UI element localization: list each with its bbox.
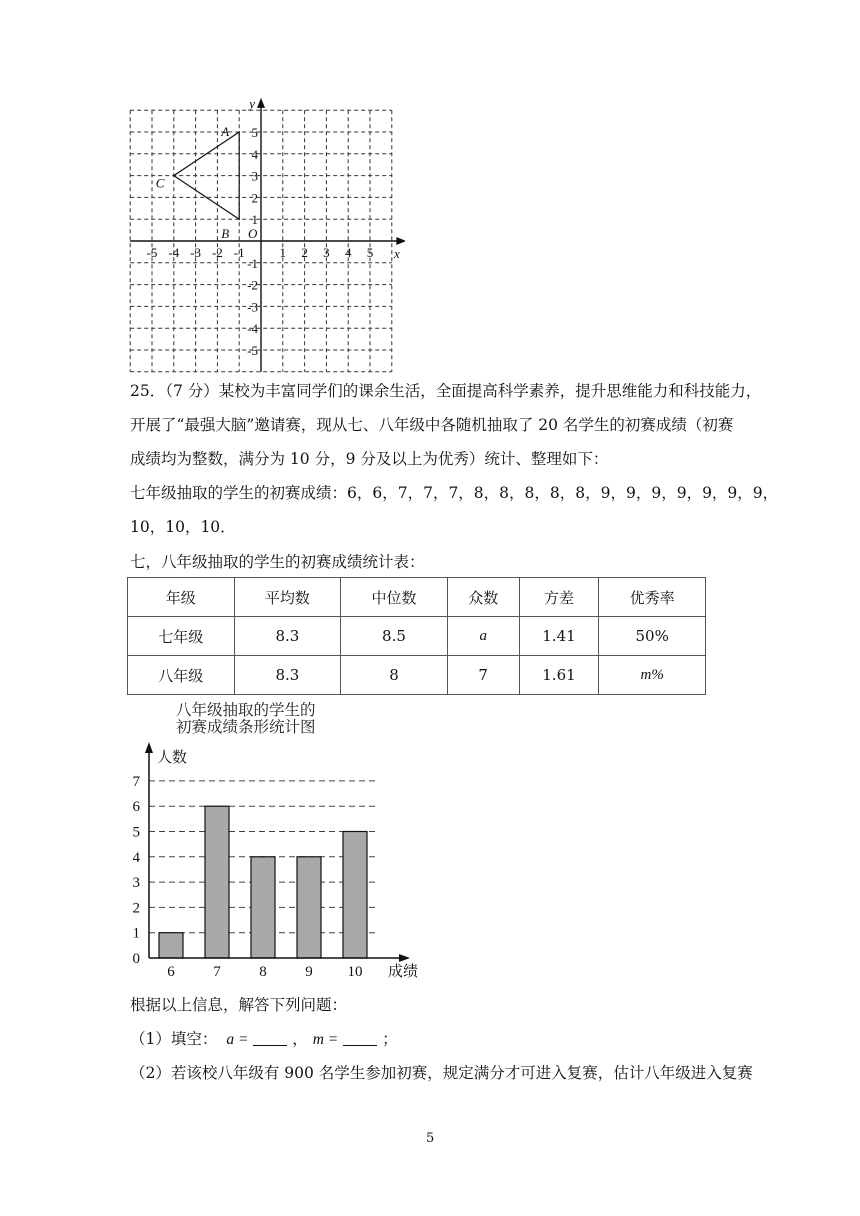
table-cell: 50% [599,617,706,656]
problem-intro-line1: 25．（7 分）某校为丰富同学们的课余生活，全面提高科学素养，提升思维能力和科技能力， [130,382,762,400]
q1-a-blank[interactable] [253,1031,287,1046]
table-cell: 8.3 [234,656,341,695]
y-tick-label: 5 [132,824,140,841]
x-tick-label: -5 [146,245,158,260]
q1-separator: ， [292,1030,308,1048]
x-tick-label: -3 [190,245,202,260]
table-cell: 8.5 [341,617,448,656]
y-tick-label: 3 [132,875,140,892]
header-cell: 年级 [128,578,235,617]
table-row [128,656,706,695]
x-tick-label: 7 [213,964,221,980]
y-tick-label: 7 [132,773,140,790]
table-cell: a [447,617,519,656]
y-tick-label: -3 [247,299,258,315]
bar-6 [159,933,183,958]
x-tick-label: 2 [301,245,308,260]
x-axis-arrow [399,954,410,962]
stats-table [127,577,706,695]
coordinate-graph [120,98,405,380]
y-tick-label: 1 [132,925,140,942]
x-tick-label: -2 [211,245,223,260]
x-tick-label: 6 [167,964,175,980]
y-axis-arrow [257,98,265,108]
y-tick-label: -2 [247,277,258,293]
questions-lead: 根据以上信息，解答下列问题： [130,996,348,1014]
table-cell: 7 [447,656,519,695]
problem-intro-line3: 成绩均为整数，满分为 10 分，9 分及以上为优秀）统计、整理如下： [130,450,609,468]
x-tick-label: 9 [305,964,313,980]
question-1 [130,1029,398,1050]
table-cell: 8 [341,656,448,695]
grade7-scores-line1: 七年级抽取的学生的初赛成绩：6，6，7，7，7，8，8，8，8，8，9，9，9，9，9，9，9， [130,484,779,502]
problem-intro-line2: 开展了“最强大脑”邀请赛，现从七、八年级中各随机抽取了 20 名学生的初赛成绩（初赛 [130,416,734,434]
y-tick-label: 4 [132,849,140,866]
y-tick-label: 0 [132,951,140,967]
y-tick-label: 6 [132,799,140,816]
y-tick-label: -5 [247,343,258,358]
point-label-b: B [221,226,230,242]
x-tick-label: 3 [323,245,330,260]
y-tick-label: 1 [251,212,258,228]
header-cell: 众数 [447,578,519,617]
point-label-c: C [155,175,165,191]
table-cell: 1.41 [519,617,599,656]
y-tick-label: 3 [251,168,258,184]
x-tick-label: -1 [233,245,245,260]
chart-axes [145,742,410,962]
x-tick-label: 4 [344,245,352,260]
coordinate-axes [130,98,405,372]
table-cell: 七年级 [128,617,235,656]
coordinate-labels [147,98,400,358]
grade7-scores-line2: 10，10，10． [130,518,236,536]
table-row [128,617,706,656]
y-tick-label: 2 [132,900,140,917]
x-tick-label: 8 [259,964,267,980]
x-axis-label: x [393,246,400,261]
y-tick-label: 2 [251,190,258,206]
y-tick-label: 5 [251,125,258,140]
table-cell: 1.61 [519,656,599,695]
table-caption: 七，八年级抽取的学生的初赛成绩统计表： [130,553,425,571]
y-tick-label: -4 [247,321,258,337]
q1-a-label: a = [226,1031,249,1048]
y-tick-label: 4 [251,146,258,162]
table-cell: m% [599,656,706,695]
question-2: （2）若该校八年级有 900 名学生参加初赛，规定满分才可进入复赛，估计八年级进入复赛 [130,1064,753,1082]
y-axis-arrow [145,742,153,753]
x-tick-label: 1 [279,245,287,260]
header-cell: 方差 [519,578,599,617]
y-axis-label: 人数 [157,748,188,766]
bar-9 [297,857,321,958]
chart-title-line1: 八年级抽取的学生的 [176,701,316,719]
bar-10 [343,832,367,959]
q1-m-blank[interactable] [343,1031,377,1046]
table-cell: 8.3 [234,617,341,656]
point-label-a: A [221,124,230,139]
y-axis-label: y [249,98,255,112]
table-cell: 八年级 [128,656,235,695]
x-tick-label: 5 [366,245,374,260]
page-number: 5 [426,1131,435,1146]
table-header-row [128,578,706,617]
y-tick-label: -1 [247,255,258,271]
header-cell: 平均数 [234,578,341,617]
bar-7 [205,806,229,958]
x-axis-arrow [396,237,405,245]
q1-prefix: （1）填空： [130,1030,218,1048]
x-tick-label: 10 [347,964,363,980]
q1-m-label: m = [312,1031,339,1048]
x-axis-label: 成绩 [388,962,419,980]
chart-title-line2: 初赛成绩条形统计图 [176,718,316,736]
header-cell: 中位数 [341,578,448,617]
bar-8 [251,857,275,958]
q1-end: ； [382,1030,398,1048]
origin-label: O [248,226,258,241]
header-cell: 优秀率 [599,578,706,617]
x-tick-label: -4 [168,245,180,260]
bar-chart [120,740,430,982]
